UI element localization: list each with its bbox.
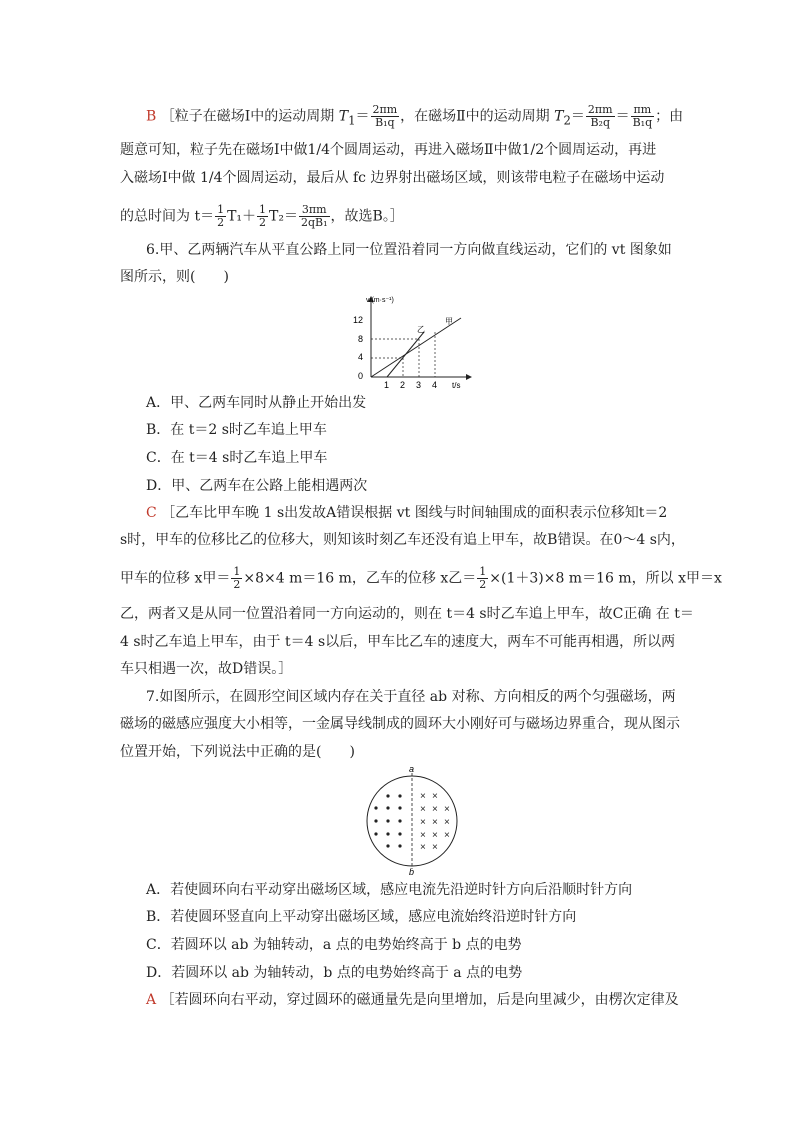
solution-6-line-4: 乙，两者又是从同一位置沿着同一方向运动的，则在 t＝4 s时乙车追上甲车，故C正确 在 t＝ bbox=[120, 606, 694, 622]
svg-text:×: × bbox=[444, 830, 450, 841]
subscript: 2 bbox=[563, 113, 571, 128]
option-7-b: B．若使圆环竖直向上平动穿出磁场区域，感应电流始终沿逆时针方向 bbox=[146, 909, 577, 925]
solution-5-line-3: 入磁场Ⅰ中做 1/4个圆周运动，最后从 fc 边界射出磁场区域，则该带电粒子在磁场中运动 bbox=[120, 170, 665, 186]
svg-text:×: × bbox=[444, 817, 450, 828]
symbol: T bbox=[554, 108, 564, 125]
solution-5-line-1 bbox=[146, 104, 683, 130]
question-7-line-2: 磁场的磁感应强度大小相等，一金属导线制成的圆环大小刚好可与磁场边界重合，现从图示 bbox=[120, 716, 680, 732]
symbol: T bbox=[338, 108, 349, 125]
equals: ＝ bbox=[570, 108, 585, 125]
x-tick-2: 2 bbox=[400, 380, 406, 390]
fraction: $\frac{3\pi m}{\text{2qB₁}}$ bbox=[300, 203, 328, 229]
text: ［若圆环向右平动，穿过圆环的磁通量先是向里增加，后是向里减少，由楞次定律及 bbox=[160, 992, 679, 1008]
subscript: 1 bbox=[348, 113, 356, 128]
x-axis-label: t/s bbox=[452, 381, 461, 390]
text: ，故选B。］ bbox=[330, 208, 404, 225]
fraction: $\frac{2\pi m}{\text{B₁q}}$ bbox=[372, 103, 398, 129]
y-tick-4: 4 bbox=[358, 352, 364, 362]
solution-6-line-3 bbox=[120, 566, 722, 591]
y-tick-12: 12 bbox=[353, 315, 364, 325]
x-tick-3: 3 bbox=[416, 380, 422, 390]
label-yi: 乙 bbox=[417, 325, 425, 334]
fraction: $\frac{1}{2}$ bbox=[259, 203, 267, 229]
solution-6-line-2: s时，甲车的位移比乙的位移大，则知该时刻乙车还没有追上甲车，故B错误。在0～4 s内， bbox=[120, 532, 685, 548]
vt-graph bbox=[336, 292, 476, 392]
svg-text:×: × bbox=[420, 804, 426, 815]
line-jia bbox=[371, 318, 461, 377]
question-6-line-1: 6.甲、乙两辆汽车从平直公路上同一位置沿着同一方向做直线运动，它们的 vt 图象如 bbox=[146, 242, 672, 258]
option-6-d: D．甲、乙两车在公路上能相遇两次 bbox=[146, 478, 368, 494]
fraction: $\frac{\pi m}{\text{B₁q}}$ bbox=[632, 103, 653, 129]
fraction: $\frac{1}{2}$ bbox=[479, 565, 487, 591]
y-tick-0: 0 bbox=[358, 371, 364, 381]
svg-text:×: × bbox=[420, 817, 426, 828]
svg-text:×: × bbox=[420, 830, 426, 841]
text: 的总时间为 t＝ bbox=[120, 208, 215, 225]
x-tick-4: 4 bbox=[432, 380, 438, 390]
option-7-d: D．若圆环以 ab 为轴转动，b 点的电势始终高于 a 点的电势 bbox=[146, 965, 523, 981]
answer-letter: C bbox=[146, 505, 157, 521]
option-6-c: C．在 t＝4 s时乙车追上甲车 bbox=[146, 450, 328, 466]
svg-text:×: × bbox=[432, 791, 438, 802]
question-6-line-2: 图所示，则( ) bbox=[120, 269, 229, 285]
option-6-a: A．甲、乙两车同时从静止开始出发 bbox=[146, 395, 367, 411]
option-7-c: C．若圆环以 ab 为轴转动，a 点的电势始终高于 b 点的电势 bbox=[146, 937, 522, 953]
text: T₁＋ bbox=[227, 208, 257, 225]
svg-text:×: × bbox=[432, 842, 438, 853]
label-b: b bbox=[409, 867, 415, 875]
fraction: $\frac{1}{2}$ bbox=[217, 203, 225, 229]
option-6-b: B．在 t＝2 s时乙车追上甲车 bbox=[146, 422, 327, 438]
text: ［粒子在磁场Ⅰ中的运动周期 bbox=[160, 108, 335, 125]
question-7-line-3: 位置开始，下列说法中正确的是( ) bbox=[120, 744, 355, 760]
solution-6-line-1 bbox=[146, 503, 667, 523]
answer-letter: B bbox=[146, 108, 157, 125]
svg-text:×: × bbox=[444, 804, 450, 815]
solution-5-line-2: 题意可知，粒子先在磁场Ⅰ中做1/4个圆周运动，再进入磁场Ⅱ中做1/2个圆周运动，再进 bbox=[120, 142, 657, 158]
svg-text:×: × bbox=[420, 791, 426, 802]
label-jia: 甲 bbox=[445, 317, 453, 326]
svg-text:×: × bbox=[432, 804, 438, 815]
label-a: a bbox=[409, 765, 415, 774]
equals: ＝ bbox=[355, 108, 370, 125]
text: T₂＝ bbox=[269, 208, 298, 225]
fraction: $\frac{2\pi m}{\text{B₂q}}$ bbox=[587, 103, 613, 129]
solution-6-line-5: 4 s时乙车追上甲车，由于 t＝4 s以后，甲车比乙车的速度大，两车不可能再相遇，所以两 bbox=[120, 634, 676, 650]
x-tick-1: 1 bbox=[384, 380, 390, 390]
equals: ＝ bbox=[615, 108, 630, 125]
solution-5-line-4 bbox=[120, 204, 404, 229]
text: ×(1＋3)×8 m＝16 m，所以 x甲＝x bbox=[489, 570, 722, 587]
text: ；由 bbox=[655, 108, 684, 125]
text: ［乙车比甲车晚 1 s出发故A错误根据 vt 图线与时间轴围成的面积表示位移知t＝2 bbox=[161, 505, 668, 521]
text: 甲车的位移 x甲＝ bbox=[120, 570, 231, 587]
option-7-a: A．若使圆环向右平动穿出磁场区域，感应电流先沿逆时针方向后沿顺时针方向 bbox=[146, 882, 633, 898]
magnetic-field-circle-diagram bbox=[357, 765, 467, 875]
fraction: $\frac{1}{2}$ bbox=[233, 565, 241, 591]
svg-text:×: × bbox=[432, 817, 438, 828]
solution-6-line-6: 车只相遇一次，故D错误。］ bbox=[120, 661, 293, 677]
text: ，在磁场Ⅱ中的运动周期 bbox=[400, 108, 550, 125]
text: ×8×4 m＝16 m，乙车的位移 x乙＝ bbox=[243, 570, 477, 587]
svg-text:×: × bbox=[420, 842, 426, 853]
svg-text:×: × bbox=[432, 830, 438, 841]
solution-7-line-1 bbox=[146, 990, 679, 1010]
question-7-line-1: 7.如图所示，在圆形空间区域内存在关于直径 ab 对称、方向相反的两个匀强磁场，两 bbox=[146, 689, 676, 705]
y-axis-label: v/(m·s⁻¹) bbox=[366, 297, 394, 304]
y-tick-8: 8 bbox=[358, 334, 364, 344]
answer-letter: A bbox=[146, 992, 157, 1008]
